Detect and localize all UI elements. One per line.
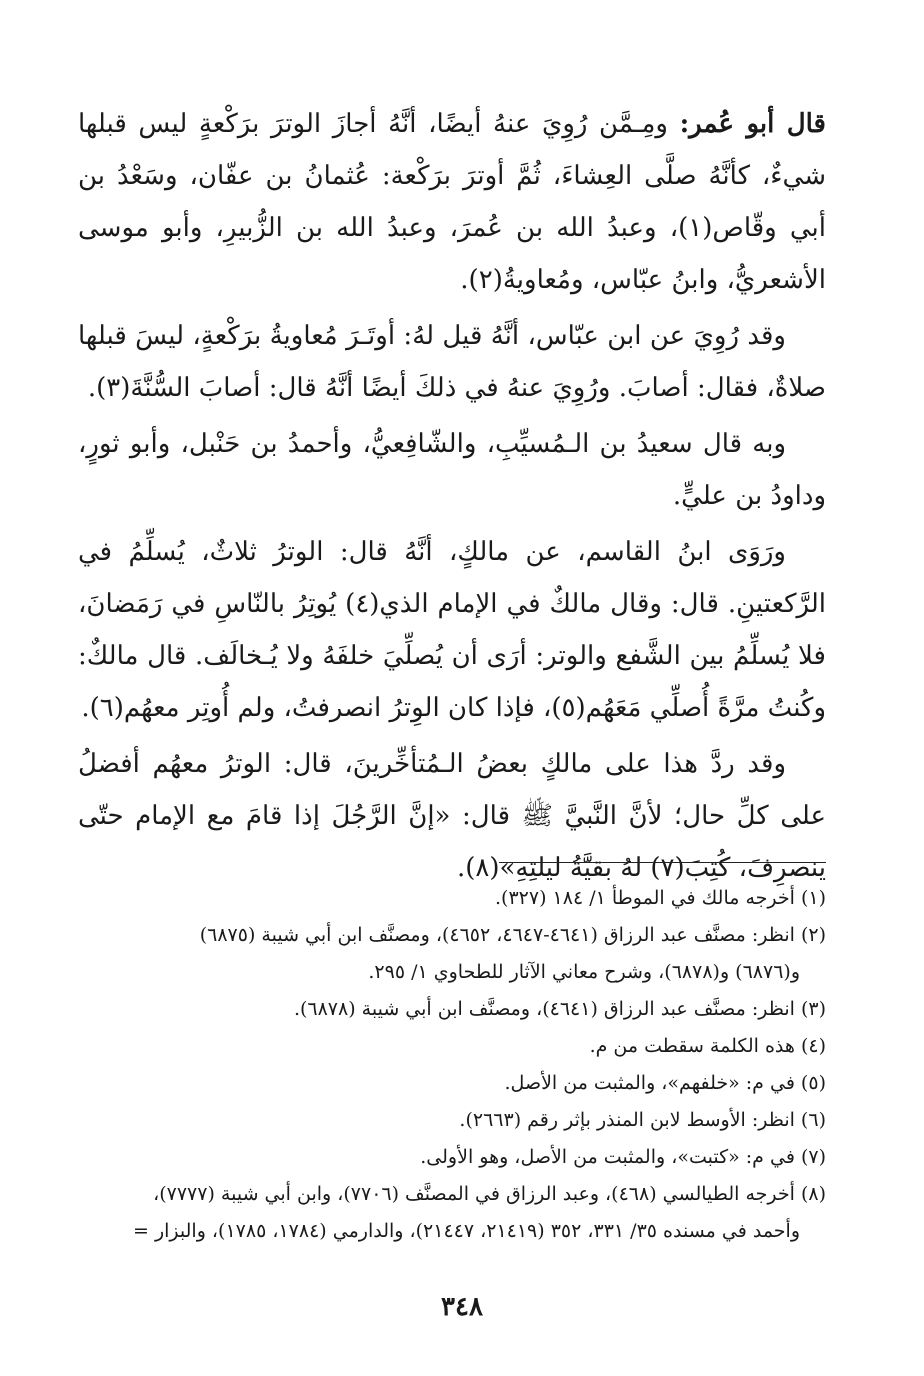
- footnote-2: (٢) انظر: مصنَّف عبد الرزاق (٤٦٤١-٤٦٤٧، ٤٦٥٢)، ومصنَّف ابن أبي شيبة (٦٨٧٥): [199, 924, 826, 946]
- footnote-5: (٥) في م: «خلفهم»، والمثبت من الأصل.: [504, 1072, 826, 1094]
- footnote-2-continued: و(٦٨٧٦) و(٦٨٧٨)، وشرح معاني الآثار للطحاوي ١/ ٢٩٥.: [368, 961, 800, 983]
- footnote-8: (٨) أخرجه الطيالسي (٤٦٨)، وعبد الرزاق في المصنَّف (٧٧٠٦)، وابن أبي شيبة (٧٧٧٧)،: [153, 1183, 826, 1205]
- footnote-6: (٦) انظر: الأوسط لابن المنذر بإثر رقم (٢٦٦٣).: [459, 1109, 826, 1131]
- footnote-3: (٣) انظر: مصنَّف عبد الرزاق (٤٦٤١)، ومصنَّف ابن أبي شيبة (٦٨٧٨).: [293, 998, 826, 1020]
- paragraph-2: وقد رُوِيَ عن ابن عبّاس، أنَّهُ قيل لهُ: أوتَـرَ مُعاويةُ برَكْعةٍ، ليسَ قبلها صلاةٌ، فقال: أصابَ. ورُوِيَ عنهُ في ذلكَ أيضًا أنَّهُ قال: أصابَ السُّنَّةَ(٣).: [78, 321, 826, 403]
- paragraph-1-text: ومِـمَّن رُوِيَ عنهُ أيضًا، أنَّهُ أجازَ الوترَ برَكْعةٍ ليس قبلها شيءٌ، كأنَّهُ صلَّى العِشاءَ، ثُمَّ أوترَ برَكْعة: عُثمانُ بن عفّان، وسَعْدُ بن أبي وقّاص(١)، وعبدُ الله بن عُمرَ، وعبدُ الله بن الزُّبيرِ، وأبو موسى الأشعريُّ، وابنُ عبّاس، ومُعاويةُ(٢).: [78, 109, 826, 295]
- footnote-1: (١) أخرجه مالك في الموطأ ١/ ١٨٤ (٣٢٧).: [495, 887, 826, 909]
- paragraph-1: [78, 98, 826, 306]
- footnote-separator: [499, 862, 826, 863]
- main-text: [78, 98, 826, 898]
- footnote-4: (٤) هذه الكلمة سقطت من م.: [589, 1035, 826, 1057]
- paragraph-4: ورَوَى ابنُ القاسم، عن مالكٍ، أنَّهُ قال: الوترُ ثلاثٌ، يُسلِّمُ في الرَّكعتينِ. قال: وقال مالكٌ في الإمام الذي(٤) يُوتِرُ بالنّاسِ في رَمَضانَ، فلا يُسلِّمُ بين الشَّفع والوتر: أرَى أن يُصلِّيَ خلفَهُ ولا يُـخالَف. قال مالكٌ: وكُنتُ مرَّةً أُصلِّي مَعَهُم(٥)، فإذا كان الوِترُ انصرفتُ، ولم أُوتِر معهُم(٦).: [78, 537, 826, 723]
- page-number: ٣٤٨: [441, 1292, 483, 1322]
- paragraph-3: وبه قال سعيدُ بن الـمُسيِّبِ، والشّافِعيُّ، وأحمدُ بن حَنْبل، وأبو ثورٍ، وداودُ بن عليٍّ.: [78, 429, 826, 511]
- paragraph-5: وقد ردَّ هذا على مالكٍ بعضُ الـمُتأخِّرينَ، قال: الوترُ معهُم أفضلُ على كلِّ حال؛ لأنَّ النَّبيَّ ﷺ قال: «إنَّ الرَّجُلَ إذا قامَ مع الإمام حتّى ينصرِفَ، كُتِبَ(٧) لهُ بقيَّةُ ليلتِهِ»(٨).: [78, 749, 826, 883]
- footnotes: [78, 880, 826, 1250]
- footnote-8-continued: وأحمد في مسنده ٣٥/ ٣٣١، ٣٥٢ (٢١٤١٩، ٢١٤٤٧)، والدارمي (١٧٨٤، ١٧٨٥)، والبزار =: [133, 1220, 800, 1242]
- footnote-7: (٧) في م: «كتبت»، والمثبت من الأصل، وهو الأولى.: [420, 1146, 826, 1168]
- speaker-label: قال أبو عُمر:: [679, 109, 826, 139]
